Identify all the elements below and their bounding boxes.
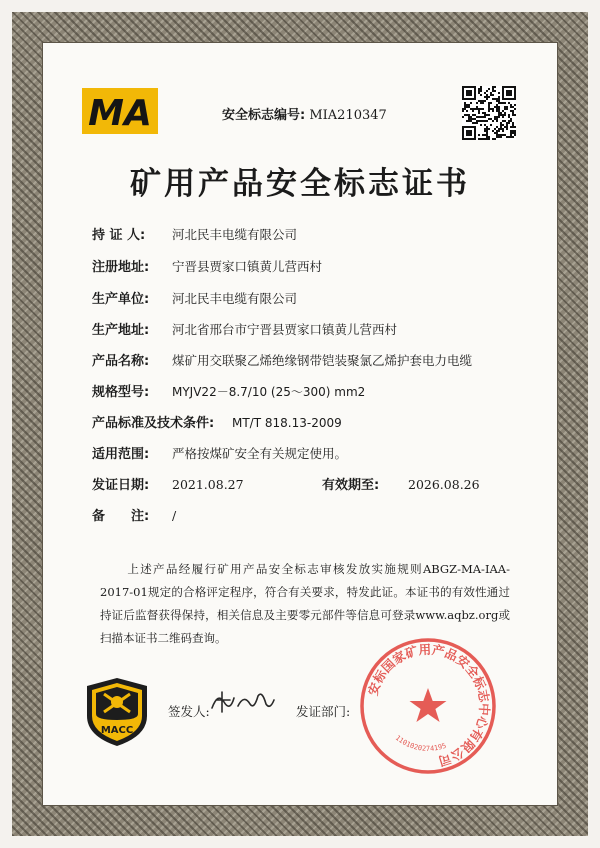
- field-value: 河北民丰电缆有限公司: [172, 291, 298, 306]
- field-value: 宁晋县贾家口镇黄儿营西村: [172, 259, 323, 274]
- field-label: 发证日期:: [92, 478, 150, 493]
- field-label: 规格型号:: [92, 385, 150, 400]
- field-value: 2026.08.26: [408, 477, 480, 492]
- seal-number: 1101020274195: [393, 733, 448, 753]
- signature-image: [208, 688, 278, 714]
- issuer-label: 发证部门:: [296, 704, 351, 719]
- field-holder: [92, 224, 297, 243]
- field-label: 有效期至:: [322, 478, 380, 493]
- qr-code-icon: [462, 86, 516, 140]
- ma-logo-text: MA: [88, 93, 152, 134]
- ma-logo: [82, 88, 158, 134]
- field-standard: [92, 412, 342, 431]
- field-label: 适用范围:: [92, 447, 150, 462]
- official-seal: [358, 636, 498, 776]
- serial-number: [222, 104, 387, 123]
- field-label: 产品名称:: [92, 354, 150, 369]
- field-value: 煤矿用交联聚乙烯绝缘钢带铠装聚氯乙烯护套电力电缆: [172, 353, 473, 368]
- statement-text: 上述产品经履行矿用产品安全标志审核发放实施规则ABGZ-MA-IAA-2017-01规定的合格评定程序，符合有关要求，特发此证。本证书的有效性通过持证后监督获得保持，相关信息及主要零元部件等信息可登录www.aqbz.org或扫描本证书二维码查询。: [100, 562, 510, 645]
- field-issue-date: [92, 474, 480, 493]
- macc-shield-logo: [84, 676, 150, 748]
- serial-value: MIA210347: [309, 108, 387, 123]
- field-registered-address: [92, 256, 322, 275]
- field-value: /: [172, 508, 177, 523]
- field-model: [92, 381, 365, 400]
- field-label: 注册地址:: [92, 260, 150, 275]
- field-value: 严格按煤矿安全有关规定使用。: [172, 446, 348, 461]
- field-value: 河北省邢台市宁晋县贾家口镇黄儿营西村: [172, 322, 398, 337]
- field-label: 生产单位:: [92, 292, 150, 307]
- field-scope: [92, 443, 347, 462]
- field-production-address: [92, 319, 397, 338]
- svg-text:1101020274195: [394, 734, 448, 753]
- field-product-name: [92, 350, 472, 369]
- certificate-title: 矿用产品安全标志证书: [130, 166, 470, 202]
- field-value: 2021.08.27: [172, 477, 244, 492]
- field-label: 产品标准及技术条件:: [92, 416, 215, 431]
- field-remarks: [92, 505, 176, 524]
- field-manufacturer: [92, 288, 297, 307]
- field-value: MYJV22－8.7/10 (25～300) mm2: [172, 385, 366, 399]
- signatory-label: 签发人:: [168, 704, 210, 719]
- field-value: MT/T 818.13-2009: [232, 416, 342, 430]
- seal-text: 安标国家矿用产品安全标志中心有限公司: [365, 641, 493, 769]
- field-label: 备 注:: [92, 509, 150, 524]
- field-value: 河北民丰电缆有限公司: [172, 227, 298, 242]
- field-label: 生产地址:: [92, 323, 150, 338]
- serial-label: 安全标志编号:: [222, 108, 306, 123]
- field-label: 持 证 人:: [92, 228, 146, 243]
- macc-label: MACC: [100, 725, 134, 736]
